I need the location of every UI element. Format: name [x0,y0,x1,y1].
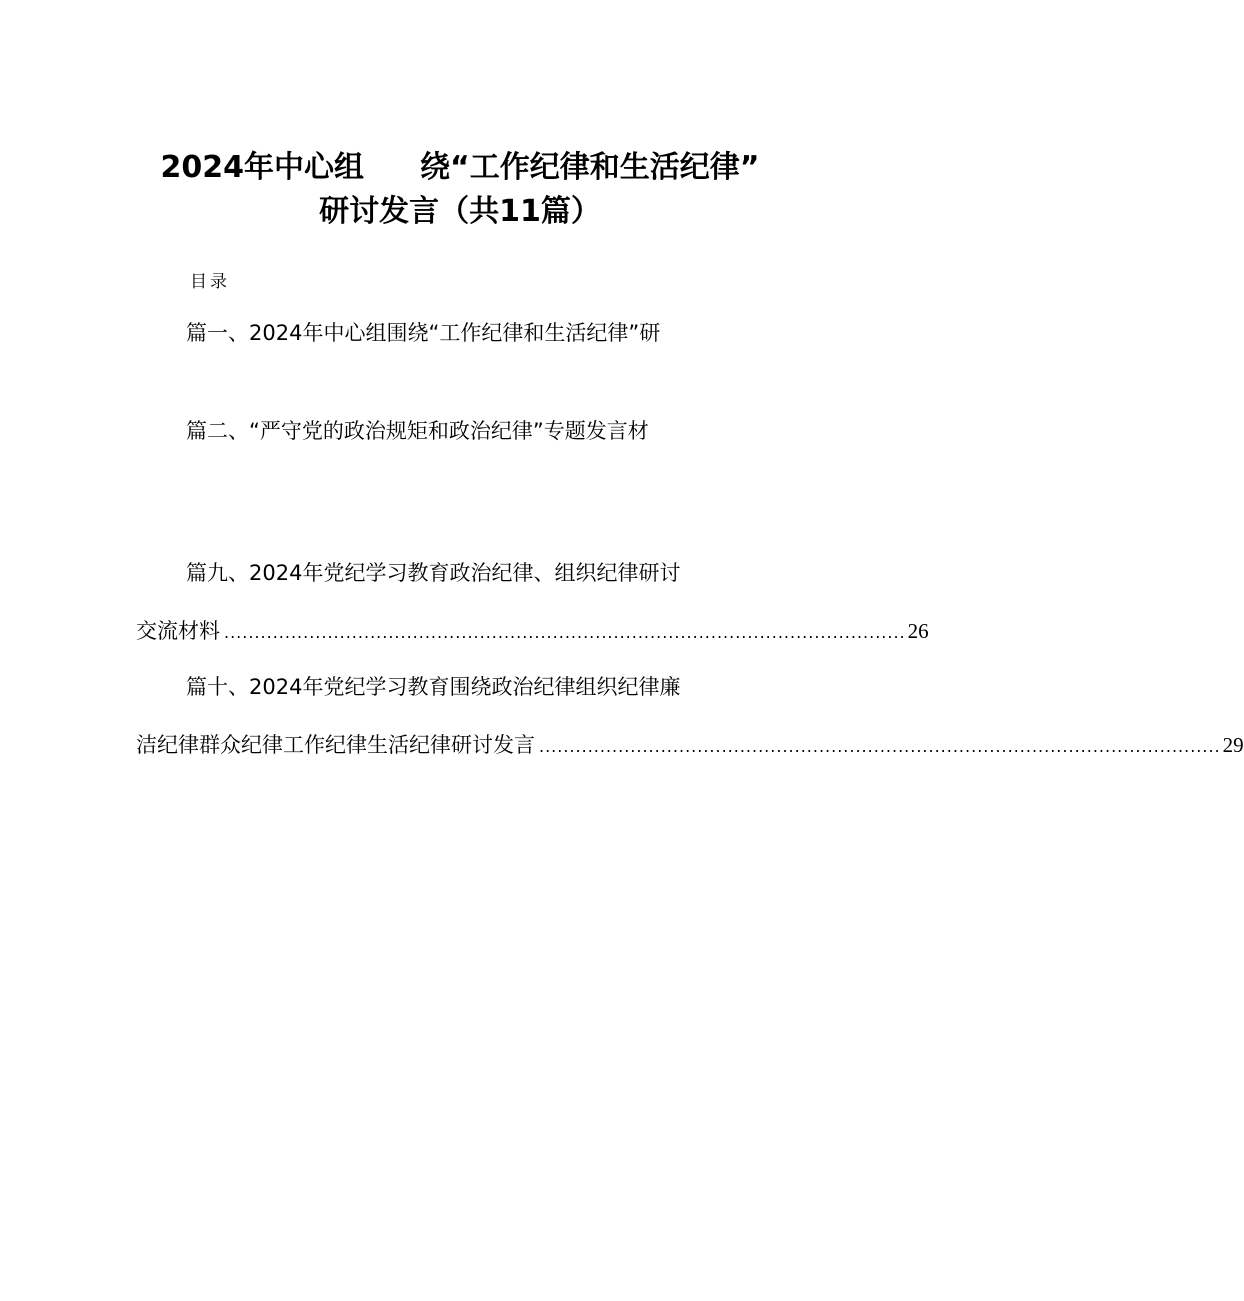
toc-entry-2[interactable]: 篇二、“严守党的政治规矩和政治纪律”专题发言材 [186,419,649,443]
toc-label: 目录 [190,272,230,292]
toc-entry-10-continuation-text: 洁纪律群众纪律工作纪律生活纪律研讨发言 [136,733,535,757]
toc-entry-10-page-number: 29 [1222,733,1244,757]
toc-entry-9-leader-dots: ................................................................................................................ [224,623,906,642]
toc-entry-10-leader-dots: ................................................................................................................ [539,737,1221,756]
document-title-line-1 [0,148,920,188]
toc-entry-10[interactable]: 篇十、2024年党纪学习教育围绕政治纪律组织纪律廉 [186,675,681,699]
toc-entry-9-page-number: 26 [907,619,929,643]
toc-entry-9-continuation-text: 交流材料 [136,619,220,643]
toc-entry-1[interactable]: 篇一、2024年中心组围绕“工作纪律和生活纪律”研 [186,321,661,345]
document-title-line-2: 研讨发言（共11篇） [319,194,601,229]
toc-entry-10-continuation[interactable] [136,730,1244,762]
toc-entry-9-continuation[interactable] [136,616,929,648]
toc-entry-9[interactable]: 篇九、2024年党纪学习教育政治纪律、组织纪律研讨 [186,561,681,585]
title-part-1: 2024年中心组 [160,150,365,185]
title-part-2: 绕“工作纪律和生活纪律” [420,150,760,185]
